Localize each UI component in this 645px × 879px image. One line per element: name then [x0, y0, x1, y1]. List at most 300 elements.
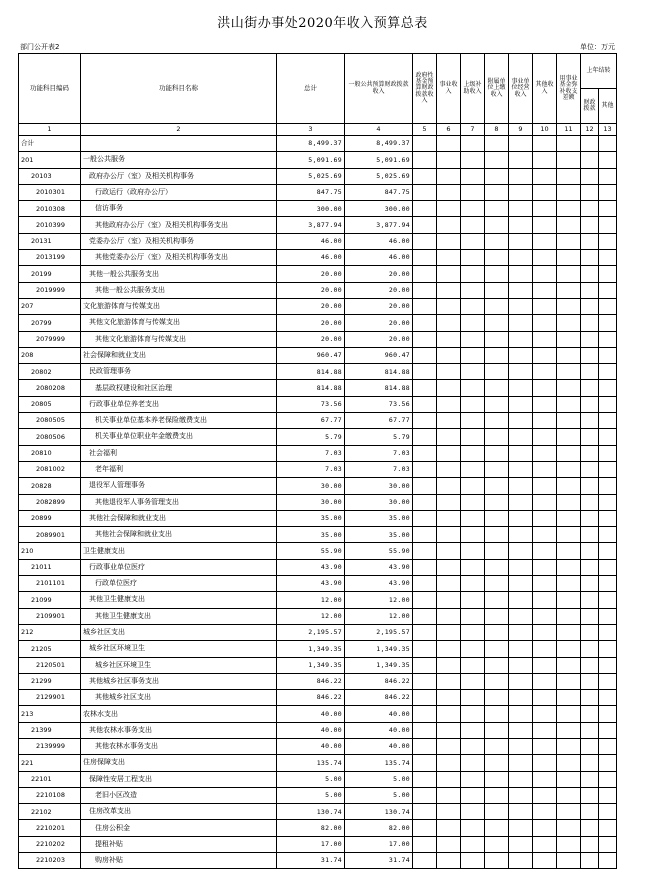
empty-cell [581, 836, 599, 852]
row-general: 67.77 [345, 413, 413, 429]
empty-cell [581, 787, 599, 803]
empty-cell [413, 673, 437, 689]
empty-cell [461, 690, 485, 706]
header-general: 一般公共预算财政拨款收入 [345, 54, 413, 124]
row-general: 82.00 [345, 820, 413, 836]
empty-cell [557, 804, 581, 820]
header-total: 总计 [277, 54, 345, 124]
empty-cell [437, 461, 461, 477]
empty-cell [485, 559, 509, 575]
empty-cell [437, 641, 461, 657]
row-total: 300.00 [277, 201, 345, 217]
row-code: 207 [19, 298, 81, 314]
empty-cell [485, 853, 509, 869]
empty-cell [485, 445, 509, 461]
row-total: 814.88 [277, 380, 345, 396]
empty-cell [413, 168, 437, 184]
empty-cell [533, 853, 557, 869]
empty-cell [485, 690, 509, 706]
empty-cell [461, 201, 485, 217]
empty-cell [485, 804, 509, 820]
empty-cell [533, 641, 557, 657]
empty-cell [437, 592, 461, 608]
empty-cell [485, 396, 509, 412]
empty-cell [437, 706, 461, 722]
empty-cell [413, 396, 437, 412]
empty-cell [533, 233, 557, 249]
row-code: 2139999 [19, 738, 81, 754]
empty-cell [557, 217, 581, 233]
empty-cell [509, 380, 533, 396]
table-row [19, 364, 617, 380]
empty-cell [533, 152, 557, 168]
empty-cell [509, 152, 533, 168]
unit-label: 单位：万元 [580, 43, 615, 51]
empty-cell [557, 152, 581, 168]
table-row [19, 315, 617, 331]
empty-cell [413, 331, 437, 347]
empty-cell [413, 445, 437, 461]
row-code: 20199 [19, 266, 81, 282]
row-code: 2081002 [19, 461, 81, 477]
empty-cell [599, 445, 617, 461]
empty-cell [509, 331, 533, 347]
empty-cell [533, 217, 557, 233]
empty-cell [581, 396, 599, 412]
empty-cell [461, 396, 485, 412]
row-name: 行政事业单位医疗 [81, 559, 277, 575]
row-name: 其他文化旅游体育与传媒支出 [81, 331, 277, 347]
empty-cell [509, 641, 533, 657]
empty-cell [413, 250, 437, 266]
empty-cell [461, 184, 485, 200]
empty-cell [533, 478, 557, 494]
table-row [19, 657, 617, 673]
empty-cell [533, 820, 557, 836]
row-name: 行政事业单位养老支出 [81, 396, 277, 412]
empty-cell [413, 804, 437, 820]
row-total: 7.03 [277, 461, 345, 477]
row-general: 7.03 [345, 445, 413, 461]
row-total: 35.00 [277, 510, 345, 526]
empty-cell [533, 836, 557, 852]
empty-cell [461, 364, 485, 380]
empty-cell [485, 494, 509, 510]
empty-cell [533, 461, 557, 477]
empty-cell [437, 738, 461, 754]
row-name: 其他城乡社区事务支出 [81, 673, 277, 689]
empty-cell [437, 787, 461, 803]
row-total: 73.56 [277, 396, 345, 412]
column-number: 12 [581, 124, 599, 136]
table-row [19, 641, 617, 657]
empty-cell [599, 478, 617, 494]
empty-cell [485, 527, 509, 543]
empty-cell [533, 576, 557, 592]
empty-cell [557, 820, 581, 836]
empty-cell [413, 494, 437, 510]
empty-cell [557, 706, 581, 722]
empty-cell [557, 755, 581, 771]
empty-cell [461, 298, 485, 314]
row-code: 20799 [19, 315, 81, 331]
empty-cell [509, 624, 533, 640]
row-general: 3,877.94 [345, 217, 413, 233]
empty-cell [461, 168, 485, 184]
empty-cell [461, 853, 485, 869]
row-code: 2082899 [19, 494, 81, 510]
table-row [19, 706, 617, 722]
empty-cell [533, 510, 557, 526]
empty-cell [599, 673, 617, 689]
table-row [19, 478, 617, 494]
empty-cell [461, 266, 485, 282]
empty-cell [599, 804, 617, 820]
page-title: 洪山街办事处2020年收入预算总表 [217, 16, 428, 31]
row-total: 5,025.69 [277, 168, 345, 184]
empty-cell [437, 413, 461, 429]
row-total: 12.00 [277, 592, 345, 608]
column-number: 3 [277, 124, 345, 136]
empty-cell [557, 136, 581, 152]
empty-cell [557, 738, 581, 754]
row-code: 21399 [19, 722, 81, 738]
row-name: 其他卫生健康支出 [81, 608, 277, 624]
empty-cell [461, 820, 485, 836]
row-total: 40.00 [277, 722, 345, 738]
table-row [19, 673, 617, 689]
empty-cell [581, 755, 599, 771]
empty-cell [485, 184, 509, 200]
empty-cell [581, 380, 599, 396]
column-number: 10 [533, 124, 557, 136]
row-code: 2210201 [19, 820, 81, 836]
empty-cell [461, 706, 485, 722]
row-name: 住房公积金 [81, 820, 277, 836]
empty-cell [581, 429, 599, 445]
row-general: 7.03 [345, 461, 413, 477]
empty-cell [599, 592, 617, 608]
empty-cell [557, 853, 581, 869]
row-code: 2080506 [19, 429, 81, 445]
row-general: 12.00 [345, 608, 413, 624]
empty-cell [437, 168, 461, 184]
row-code: 2010308 [19, 201, 81, 217]
empty-cell [413, 706, 437, 722]
header-code: 功能科目编码 [19, 54, 81, 124]
row-total: 846.22 [277, 690, 345, 706]
row-name: 其他一般公共服务支出 [81, 282, 277, 298]
empty-cell [437, 380, 461, 396]
empty-cell [557, 543, 581, 559]
header-others: 其他 [599, 89, 617, 124]
empty-cell [437, 608, 461, 624]
empty-cell [485, 592, 509, 608]
empty-cell [461, 217, 485, 233]
empty-cell [413, 755, 437, 771]
column-number: 7 [461, 124, 485, 136]
row-name: 信访事务 [81, 201, 277, 217]
empty-cell [557, 413, 581, 429]
row-total: 5,091.69 [277, 152, 345, 168]
empty-cell [413, 576, 437, 592]
empty-cell [485, 217, 509, 233]
table-row [19, 755, 617, 771]
empty-cell [533, 380, 557, 396]
row-total: 1,349.35 [277, 657, 345, 673]
empty-cell [461, 494, 485, 510]
empty-cell [599, 722, 617, 738]
empty-cell [437, 347, 461, 363]
empty-cell [581, 543, 599, 559]
row-general: 2,195.57 [345, 624, 413, 640]
row-code: 合计 [19, 136, 81, 152]
empty-cell [437, 201, 461, 217]
empty-cell [533, 673, 557, 689]
row-total: 960.47 [277, 347, 345, 363]
empty-cell [413, 478, 437, 494]
empty-cell [413, 315, 437, 331]
row-general: 30.00 [345, 494, 413, 510]
empty-cell [413, 853, 437, 869]
empty-cell [485, 706, 509, 722]
empty-cell [599, 315, 617, 331]
row-code: 20131 [19, 233, 81, 249]
row-total: 82.00 [277, 820, 345, 836]
empty-cell [437, 820, 461, 836]
empty-cell [557, 429, 581, 445]
row-total: 67.77 [277, 413, 345, 429]
empty-cell [461, 576, 485, 592]
empty-cell [485, 657, 509, 673]
row-total: 20.00 [277, 315, 345, 331]
empty-cell [557, 673, 581, 689]
empty-cell [533, 250, 557, 266]
row-code: 2129901 [19, 690, 81, 706]
row-code: 20805 [19, 396, 81, 412]
empty-cell [557, 592, 581, 608]
empty-cell [437, 657, 461, 673]
column-number: 9 [509, 124, 533, 136]
empty-cell [557, 787, 581, 803]
empty-cell [581, 722, 599, 738]
empty-cell [581, 461, 599, 477]
row-code: 2210202 [19, 836, 81, 852]
empty-cell [413, 787, 437, 803]
empty-cell [581, 168, 599, 184]
row-name: 住房保障支出 [81, 755, 277, 771]
row-general: 847.75 [345, 184, 413, 200]
empty-cell [461, 380, 485, 396]
table-row [19, 396, 617, 412]
empty-cell [437, 429, 461, 445]
empty-cell [599, 755, 617, 771]
table-row [19, 543, 617, 559]
empty-cell [599, 706, 617, 722]
row-name: 民政管理事务 [81, 364, 277, 380]
empty-cell [437, 266, 461, 282]
empty-cell [461, 510, 485, 526]
row-general: 814.88 [345, 364, 413, 380]
row-name: 机关事业单位职业年金缴费支出 [81, 429, 277, 445]
empty-cell [413, 233, 437, 249]
empty-cell [533, 706, 557, 722]
row-code: 210 [19, 543, 81, 559]
row-name: 一般公共服务 [81, 152, 277, 168]
empty-cell [461, 771, 485, 787]
empty-cell [461, 559, 485, 575]
empty-cell [413, 608, 437, 624]
empty-cell [509, 347, 533, 363]
row-name: 行政运行（政府办公厅） [81, 184, 277, 200]
empty-cell [599, 576, 617, 592]
column-number: 8 [485, 124, 509, 136]
empty-cell [485, 315, 509, 331]
empty-cell [413, 690, 437, 706]
row-total: 17.00 [277, 836, 345, 852]
row-general: 46.00 [345, 233, 413, 249]
empty-cell [581, 217, 599, 233]
empty-cell [533, 413, 557, 429]
empty-cell [437, 853, 461, 869]
row-general: 846.22 [345, 690, 413, 706]
empty-cell [485, 510, 509, 526]
empty-cell [581, 657, 599, 673]
row-general: 300.00 [345, 201, 413, 217]
empty-cell [509, 559, 533, 575]
empty-cell [437, 722, 461, 738]
table-row [19, 152, 617, 168]
row-total: 55.90 [277, 543, 345, 559]
empty-cell [437, 576, 461, 592]
empty-cell [461, 804, 485, 820]
empty-cell [413, 641, 437, 657]
empty-cell [581, 738, 599, 754]
empty-cell [581, 527, 599, 543]
row-code: 2080505 [19, 413, 81, 429]
table-row [19, 201, 617, 217]
empty-cell [581, 315, 599, 331]
empty-cell [413, 820, 437, 836]
header-operating: 事业单位经营收入 [509, 54, 533, 124]
empty-cell [581, 413, 599, 429]
empty-cell [581, 641, 599, 657]
table-row [19, 461, 617, 477]
empty-cell [509, 706, 533, 722]
empty-cell [485, 364, 509, 380]
empty-cell [461, 787, 485, 803]
empty-cell [599, 168, 617, 184]
row-general: 135.74 [345, 755, 413, 771]
empty-cell [509, 804, 533, 820]
row-total: 40.00 [277, 738, 345, 754]
row-total: 30.00 [277, 494, 345, 510]
empty-cell [533, 738, 557, 754]
row-general: 40.00 [345, 722, 413, 738]
row-code: 212 [19, 624, 81, 640]
empty-cell [581, 820, 599, 836]
row-general: 35.00 [345, 527, 413, 543]
row-general: 20.00 [345, 282, 413, 298]
row-code: 2019999 [19, 282, 81, 298]
empty-cell [485, 576, 509, 592]
row-name: 农林水支出 [81, 706, 277, 722]
row-general: 31.74 [345, 853, 413, 869]
empty-cell [533, 347, 557, 363]
empty-cell [413, 429, 437, 445]
empty-cell [557, 364, 581, 380]
row-general: 12.00 [345, 592, 413, 608]
table-row [19, 787, 617, 803]
empty-cell [599, 494, 617, 510]
row-general: 960.47 [345, 347, 413, 363]
row-name: 社会福利 [81, 445, 277, 461]
table-row [19, 722, 617, 738]
empty-cell [599, 184, 617, 200]
empty-cell [485, 722, 509, 738]
empty-cell [461, 233, 485, 249]
empty-cell [485, 429, 509, 445]
empty-cell [509, 250, 533, 266]
empty-cell [581, 706, 599, 722]
empty-cell [413, 380, 437, 396]
empty-cell [413, 722, 437, 738]
empty-cell [485, 478, 509, 494]
empty-cell [557, 771, 581, 787]
empty-cell [485, 543, 509, 559]
empty-cell [581, 559, 599, 575]
empty-cell [557, 233, 581, 249]
row-code: 2010399 [19, 217, 81, 233]
empty-cell [461, 152, 485, 168]
empty-cell [461, 461, 485, 477]
empty-cell [437, 804, 461, 820]
row-name: 城乡社区支出 [81, 624, 277, 640]
row-general: 55.90 [345, 543, 413, 559]
table-row [19, 347, 617, 363]
row-general: 20.00 [345, 315, 413, 331]
empty-cell [599, 836, 617, 852]
empty-cell [509, 510, 533, 526]
empty-cell [413, 282, 437, 298]
table-row [19, 136, 617, 152]
empty-cell [533, 804, 557, 820]
empty-cell [461, 592, 485, 608]
empty-cell [485, 380, 509, 396]
empty-cell [509, 722, 533, 738]
empty-cell [509, 429, 533, 445]
empty-cell [557, 331, 581, 347]
empty-cell [557, 298, 581, 314]
empty-cell [557, 641, 581, 657]
row-name: 老旧小区改造 [81, 787, 277, 803]
empty-cell [485, 771, 509, 787]
empty-cell [599, 233, 617, 249]
row-code: 2079999 [19, 331, 81, 347]
empty-cell [437, 478, 461, 494]
empty-cell [509, 217, 533, 233]
empty-cell [509, 657, 533, 673]
row-total: 30.00 [277, 478, 345, 494]
empty-cell [509, 494, 533, 510]
empty-cell [461, 331, 485, 347]
row-name: 其他一般公共服务支出 [81, 266, 277, 282]
table-row [19, 168, 617, 184]
empty-cell [599, 298, 617, 314]
header-fiscal: 财政拨款 [581, 89, 599, 124]
empty-cell [509, 820, 533, 836]
empty-cell [509, 413, 533, 429]
